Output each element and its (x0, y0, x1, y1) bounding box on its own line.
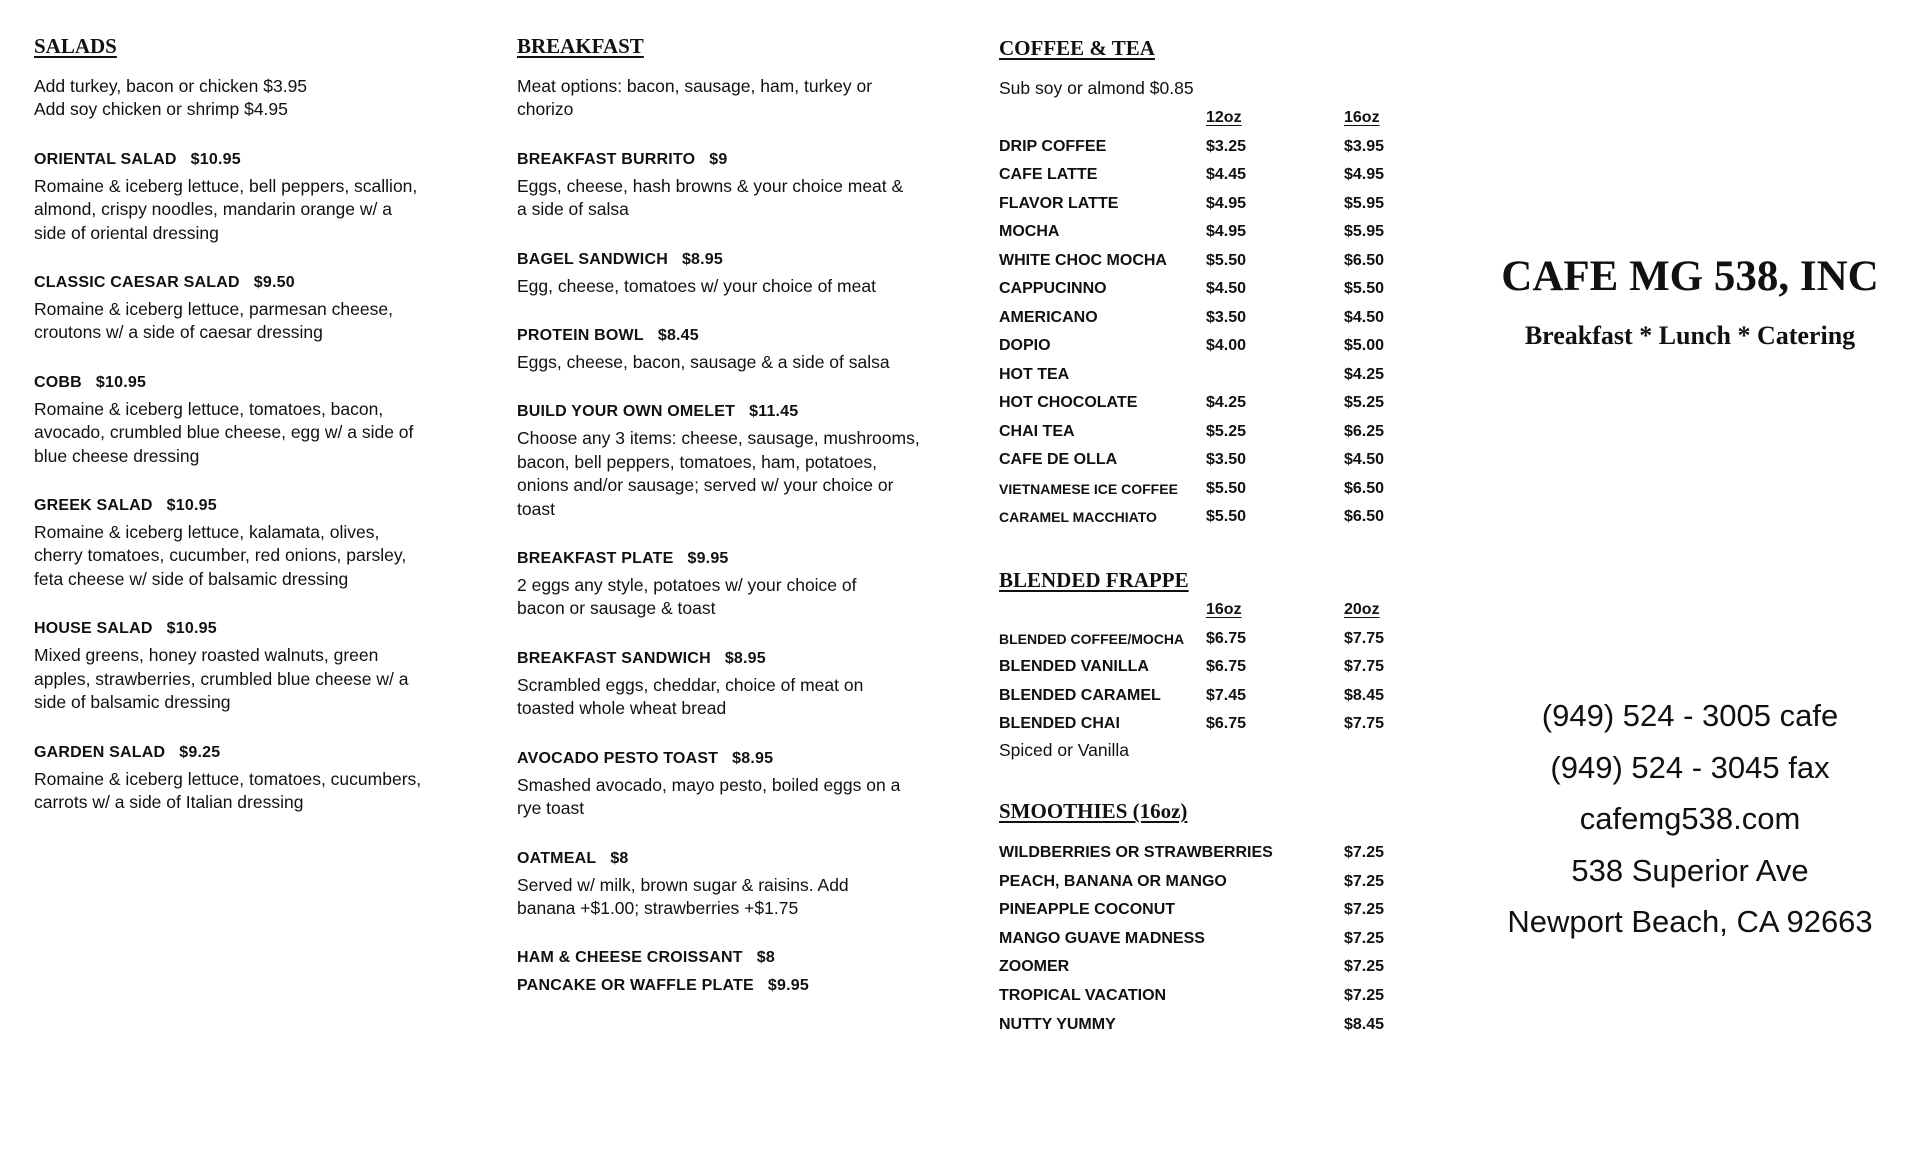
drink-price-large-size: $5.50 (1344, 280, 1385, 298)
menu-item-description: Served w/ milk, brown sugar & raisins. Add banana +$1.00; strawberries +$1.75 (517, 874, 849, 918)
coffee-tea-section (999, 36, 1419, 532)
breakfast-meat-note: Meat options: bacon, sausage, ham, turkey or chorizo (517, 76, 873, 120)
drink-price-small-size: $5.50 (1206, 251, 1247, 269)
drink-name: CARAMEL MACCHIATO (999, 509, 1157, 526)
drink-row (999, 389, 1419, 418)
city-address: Newport Beach, CA 92663 (1507, 904, 1873, 939)
menu-item-price: $9.25 (179, 743, 221, 761)
drink-price-small-size: $6.75 (1206, 658, 1247, 675)
menu-item-price: $8.95 (724, 649, 766, 667)
menu-item-header (517, 547, 947, 571)
frappe-list (999, 625, 1419, 739)
drink-name: BLENDED CARAMEL (999, 686, 1161, 704)
menu-item (34, 148, 464, 245)
drink-name: WHITE CHOC MOCHA (999, 251, 1167, 269)
menu-item-price: $11.45 (749, 403, 799, 421)
menu-item-name: PANCAKE OR WAFFLE PLATE (517, 977, 754, 995)
smoothie-name: NUTTY YUMMY (999, 1015, 1116, 1033)
drink-price-small-size: $6.75 (1206, 715, 1247, 732)
blended-frappe-section (999, 568, 1419, 762)
drink-row (999, 710, 1419, 739)
drink-name: CAFE LATTE (999, 166, 1098, 184)
drink-price-large-size: $6.50 (1344, 508, 1385, 526)
drink-row (999, 247, 1419, 276)
menu-item-name: BREAKFAST BURRITO (517, 150, 696, 168)
salads-heading: SALADS (34, 34, 117, 58)
phone-number: (949) 524 - 3005 cafe (1541, 698, 1839, 733)
drink-price-small-size: $4.00 (1206, 337, 1247, 355)
drink-row (999, 304, 1419, 333)
size-16oz: 16oz (1206, 601, 1242, 618)
menu-item (34, 494, 464, 591)
menu-item (517, 547, 947, 621)
drink-name: HOT CHOCOLATE (999, 394, 1138, 412)
smoothie-price: $7.25 (1344, 901, 1385, 919)
smoothie-price: $7.25 (1344, 958, 1385, 976)
menu-item-description: 2 eggs any style, potatoes w/ your choice of bacon or sausage & toast (517, 575, 857, 619)
menu-item (517, 847, 947, 921)
smoothie-row (999, 953, 1419, 982)
size-20oz: 20oz (1344, 601, 1380, 618)
menu-item (34, 617, 464, 714)
drink-price-large-size: $5.25 (1344, 394, 1385, 412)
drink-price-small-size: $3.50 (1206, 308, 1247, 326)
breakfast-heading: BREAKFAST (517, 34, 644, 58)
drink-row (999, 475, 1419, 504)
menu-item-header (517, 324, 947, 348)
drink-price-small-size (1206, 361, 1344, 390)
drink-row (999, 133, 1419, 162)
menu-item (517, 148, 947, 222)
smoothie-price: $7.25 (1344, 844, 1385, 861)
menu-item-price: $9.95 (767, 977, 809, 995)
smoothies-heading: SMOOTHIES (16oz) (999, 799, 1188, 823)
menu-item-name: COBB (34, 373, 82, 391)
menu-item (517, 324, 947, 374)
drink-row (999, 418, 1419, 447)
coffee-tea-heading: COFFEE & TEA (999, 36, 1155, 60)
drink-name: DOPIO (999, 337, 1051, 355)
drink-row (999, 190, 1419, 219)
drink-row (999, 161, 1419, 190)
menu-item-name: OATMEAL (517, 849, 597, 867)
drink-name: BLENDED CHAI (999, 715, 1120, 732)
drink-price-large-size: $7.75 (1344, 715, 1385, 732)
smoothie-row (999, 896, 1419, 925)
drink-price-large-size: $4.50 (1344, 451, 1385, 469)
menu-item-header (517, 974, 947, 998)
drink-price-large-size: $5.00 (1344, 337, 1385, 355)
frappe-heading: BLENDED FRAPPE (999, 568, 1189, 592)
drink-price-small-size: $5.50 (1206, 508, 1247, 526)
menu-item-price: $10.95 (166, 620, 217, 638)
drink-name: VIETNAMESE ICE COFFEE (999, 480, 1178, 497)
drink-price-small-size: $3.50 (1206, 451, 1247, 469)
smoothie-price: $7.25 (1344, 872, 1385, 890)
drink-row (999, 653, 1419, 682)
drink-row (999, 218, 1419, 247)
menu-item-description: Choose any 3 items: cheese, sausage, mushrooms, bacon, bell peppers, tomatoes, ham, potatoes, onions and/or sausage; served w/ your choice or toast (517, 428, 920, 519)
smoothie-row (999, 1011, 1419, 1040)
menu-item-name: HAM & CHEESE CROISSANT (517, 949, 743, 967)
menu-item-name: BUILD YOUR OWN OMELET (517, 403, 736, 421)
menu-item-header (34, 617, 464, 641)
smoothie-row (999, 925, 1419, 954)
coffee-milk-note: Sub soy or almond $0.85 (999, 78, 1194, 98)
menu-item-price: $9.95 (687, 550, 729, 568)
menu-item-name: ORIENTAL SALAD (34, 150, 177, 168)
menu-item-name: BREAKFAST SANDWICH (517, 649, 711, 667)
drink-name: CAPPUCINNO (999, 280, 1107, 298)
smoothie-price: $7.25 (1344, 929, 1385, 947)
smoothie-name: WILDBERRIES OR STRAWBERRIES (999, 844, 1273, 861)
menu-item-price: $8 (610, 849, 629, 867)
menu-item-price: $10.95 (95, 373, 147, 391)
menu-item (517, 974, 947, 998)
drink-price-large-size: $6.25 (1344, 422, 1385, 440)
menu-item-price: $10.95 (166, 497, 217, 515)
menu-item (34, 741, 464, 815)
drink-row (999, 361, 1419, 390)
smoothie-name: TROPICAL VACATION (999, 986, 1167, 1004)
menu-item (34, 271, 464, 345)
drink-row (999, 446, 1419, 475)
menu-item-name: AVOCADO PESTO TOAST (517, 749, 719, 767)
menu-item-description: Mixed greens, honey roasted walnuts, green apples, strawberries, crumbled blue cheese w/ a side of balsamic dressing (34, 645, 409, 713)
drink-price-large-size: $3.95 (1344, 137, 1385, 155)
chai-flavor-note: Spiced or Vanilla (999, 739, 1130, 760)
smoothie-price: $8.45 (1344, 1015, 1385, 1033)
menu-item-name: PROTEIN BOWL (517, 327, 644, 345)
menu-item-name: GARDEN SALAD (34, 743, 166, 761)
menu-item-header (517, 400, 947, 424)
frappe-size-header (999, 596, 1419, 625)
drink-price-small-size: $4.50 (1206, 280, 1247, 298)
drink-name: MOCHA (999, 223, 1060, 241)
drink-price-small-size: $4.95 (1206, 223, 1247, 241)
smoothie-name: ZOOMER (999, 958, 1070, 976)
drink-name: HOT TEA (999, 365, 1070, 383)
menu-item-price: $8 (756, 949, 775, 967)
business-tagline: Breakfast * Lunch * Catering (1524, 321, 1856, 350)
drink-row (999, 503, 1419, 532)
drink-price-small-size: $4.95 (1206, 194, 1247, 212)
drink-row (999, 332, 1419, 361)
menu-item-description: Smashed avocado, mayo pesto, boiled eggs on a rye toast (517, 774, 901, 819)
menu-item-description: Romaine & iceberg lettuce, parmesan cheese, croutons w/ a side of caesar dressing (34, 299, 393, 343)
menu-item-header (34, 741, 464, 765)
drink-name: BLENDED COFFEE/MOCHA (999, 630, 1185, 647)
drink-row (999, 625, 1419, 654)
drink-price-small-size: $5.50 (1206, 479, 1247, 497)
drink-price-large-size: $8.45 (1344, 686, 1385, 704)
smoothies-section (999, 799, 1419, 1039)
contact-info (1440, 690, 1920, 948)
coffee-size-header (999, 104, 1419, 133)
breakfast-list (517, 148, 947, 999)
drink-price-large-size: $4.95 (1344, 166, 1385, 184)
menu-item-header (34, 371, 464, 395)
drink-price-large-size: $6.50 (1344, 251, 1385, 269)
menu-item-price: $8.45 (657, 327, 699, 345)
menu-item-price: $10.95 (190, 150, 241, 168)
menu-item-description: Romaine & iceberg lettuce, kalamata, olives, cherry tomatoes, cucumber, red onions, parsley, feta cheese w/ side of balsamic dressing (34, 522, 407, 589)
smoothies-list (999, 839, 1419, 1039)
menu-item-header (517, 647, 947, 671)
menu-item-name: HOUSE SALAD (34, 620, 153, 638)
menu-item-header (34, 148, 464, 172)
drinks-column (999, 34, 1419, 1134)
menu-item-name: BAGEL SANDWICH (517, 250, 668, 268)
menu-item-header (517, 847, 947, 871)
menu-item-price: $8.95 (681, 250, 723, 268)
menu-item-name: BREAKFAST PLATE (517, 550, 674, 568)
menu-item-name: CLASSIC CAESAR SALAD (34, 274, 240, 292)
drink-price-large-size: $4.25 (1344, 365, 1385, 383)
business-name: CAFE MG 538, INC (1501, 253, 1879, 300)
menu-item (517, 400, 947, 521)
drink-price-large-size: $7.75 (1344, 629, 1385, 647)
fax-number: (949) 524 - 3045 fax (1550, 749, 1830, 785)
drink-price-small-size: $7.45 (1206, 686, 1247, 704)
smoothie-name: PINEAPPLE COCONUT (999, 901, 1176, 919)
menu-item-header (517, 148, 947, 172)
drink-price-small-size: $3.25 (1206, 137, 1247, 155)
menu-item-description: Romaine & iceberg lettuce, tomatoes, bacon, avocado, crumbled blue cheese, egg w/ a side of blue cheese dressing (34, 398, 414, 466)
menu-item (517, 248, 947, 298)
drink-price-small-size: $6.75 (1206, 629, 1247, 647)
menu-item-header (517, 248, 947, 272)
menu-item-description: Egg, cheese, tomatoes w/ your choice of meat (517, 275, 876, 296)
menu-item-price: $9 (709, 150, 728, 168)
menu-item-header (517, 747, 947, 771)
menu-item (34, 371, 464, 468)
website: cafemg538.com (1579, 801, 1801, 836)
drink-price-small-size: $5.25 (1206, 422, 1247, 440)
salads-list (34, 148, 464, 815)
drink-row (999, 682, 1419, 711)
smoothie-name: PEACH, BANANA OR MANGO (999, 872, 1227, 890)
drink-row (999, 275, 1419, 304)
drink-price-small-size: $4.25 (1206, 394, 1247, 412)
menu-item-header (517, 946, 947, 970)
drink-name: CHAI TEA (999, 422, 1075, 440)
street-address: 538 Superior Ave (1571, 852, 1809, 888)
size-16oz: 16oz (1344, 109, 1380, 127)
drink-name: FLAVOR LATTE (999, 194, 1119, 212)
smoothie-price: $7.25 (1344, 986, 1385, 1004)
smoothie-row (999, 868, 1419, 897)
menu-item-price: $8.95 (732, 749, 774, 767)
drink-price-large-size: $7.75 (1344, 658, 1385, 675)
drink-price-large-size: $5.95 (1344, 194, 1385, 212)
drink-price-large-size: $6.50 (1344, 479, 1385, 497)
salads-addons-note: Add turkey, bacon or chicken $3.95 Add soy chicken or shrimp $4.95 (34, 76, 308, 120)
smoothie-name: MANGO GUAVE MADNESS (999, 929, 1205, 947)
menu-item (517, 747, 947, 821)
drink-name: BLENDED VANILLA (999, 658, 1149, 675)
menu-item (517, 647, 947, 721)
menu-item-header (34, 494, 464, 518)
menu-item-name: GREEK SALAD (34, 497, 153, 515)
drink-name: DRIP COFFEE (999, 137, 1107, 155)
drink-price-large-size: $4.50 (1344, 308, 1385, 326)
menu-item-price: $9.50 (253, 274, 295, 292)
smoothie-row (999, 839, 1419, 868)
menu-item-description: Romaine & iceberg lettuce, bell peppers, scallion, almond, crispy noodles, mandarin orange w/ a side of oriental dressing (34, 175, 418, 243)
menu-item-header (34, 271, 464, 295)
drink-name: AMERICANO (999, 308, 1098, 326)
menu-item-description: Eggs, cheese, hash browns & your choice meat & a side of salsa (517, 175, 904, 220)
menu-item-description: Romaine & iceberg lettuce, tomatoes, cucumbers, carrots w/ a side of Italian dressing (34, 768, 422, 812)
drink-price-large-size: $5.95 (1344, 223, 1385, 241)
breakfast-column (517, 34, 947, 998)
drink-name: CAFE DE OLLA (999, 451, 1118, 469)
coffee-list (999, 133, 1419, 532)
salads-column (34, 34, 464, 814)
drink-price-small-size: $4.45 (1206, 166, 1247, 184)
menu-item-description: Scrambled eggs, cheddar, choice of meat on toasted whole wheat bread (517, 674, 864, 719)
menu-item-description: Eggs, cheese, bacon, sausage & a side of salsa (517, 352, 890, 373)
size-12oz: 12oz (1206, 109, 1242, 127)
menu-item (517, 946, 947, 970)
smoothie-row (999, 982, 1419, 1011)
